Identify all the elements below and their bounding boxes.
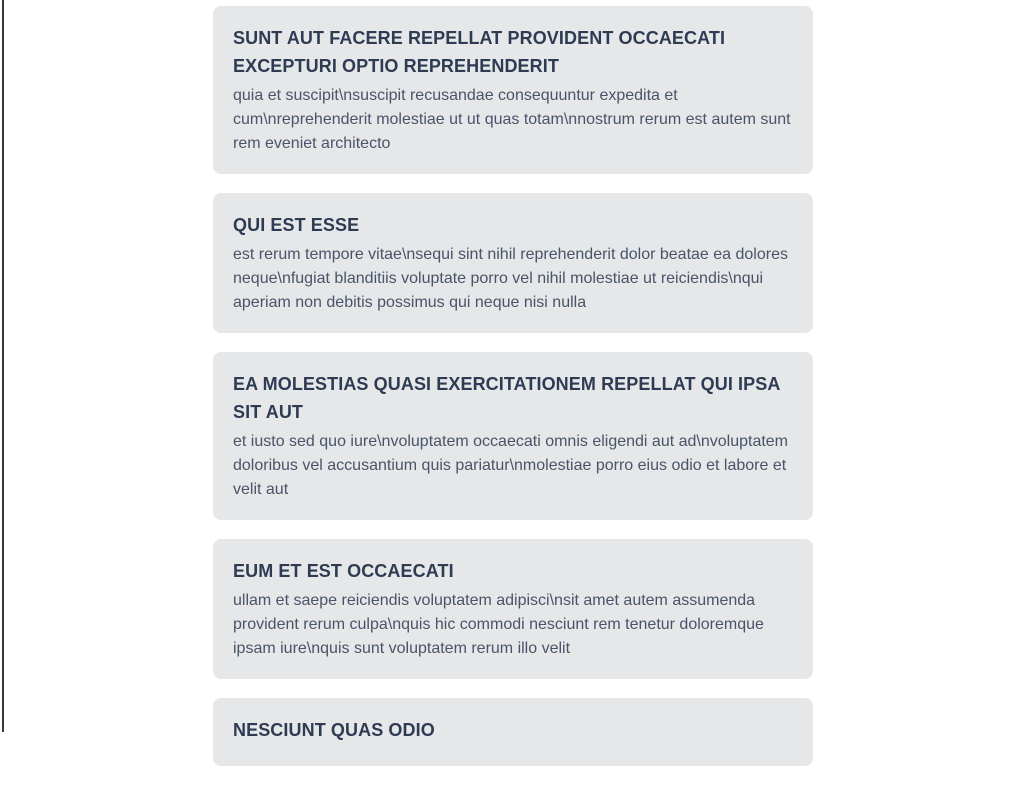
post-card [213, 6, 813, 174]
window-left-border [2, 0, 4, 732]
posts-list [213, 6, 813, 785]
post-title: EA MOLESTIAS QUASI EXERCITATIONEM REPELLAT QUI IPSA SIT AUT [233, 374, 780, 422]
post-card [213, 539, 813, 679]
post-body: et iusto sed quo iure\nvoluptatem occaecati omnis eligendi aut ad\nvoluptatem doloribus vel accusantium quis pariatur\nmolestiae porro eius odio et labore et velit aut [233, 433, 789, 498]
post-card [213, 698, 813, 766]
post-card [213, 352, 813, 520]
post-card [213, 193, 813, 333]
post-title: SUNT AUT FACERE REPELLAT PROVIDENT OCCAECATI EXCEPTURI OPTIO REPREHENDERIT [233, 28, 726, 76]
post-body: ullam et saepe reiciendis voluptatem adipisci\nsit amet autem assumenda provident rerum culpa\nquis hic commodi nesciunt rem tenetur doloremque ipsam iure\nquis sunt voluptatem rerum illo velit [233, 592, 764, 657]
post-body: quia et suscipit\nsuscipit recusandae consequuntur expedita et cum\nreprehenderit molestiae ut ut quas totam\nnostrum rerum est autem sunt rem eveniet architecto [233, 87, 791, 152]
post-title: NESCIUNT QUAS ODIO [233, 720, 435, 740]
post-body: est rerum tempore vitae\nsequi sint nihil reprehenderit dolor beatae ea dolores neque\nfugiat blanditiis voluptate porro vel nihil molestiae ut reiciendis\nqui aperiam non debitis possimus qui neque nisi nulla [233, 246, 788, 311]
post-title: EUM ET EST OCCAECATI [233, 561, 454, 581]
post-title: QUI EST ESSE [233, 215, 360, 235]
